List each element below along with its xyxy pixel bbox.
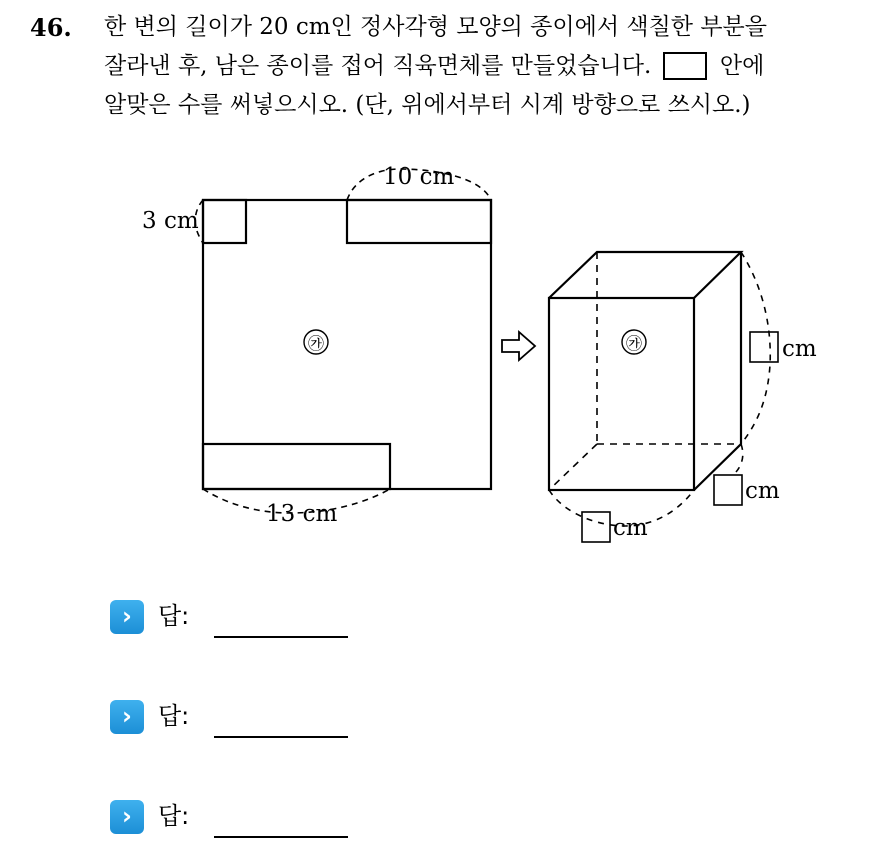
answer-row-3	[110, 800, 370, 840]
cuboid-front-face	[549, 298, 694, 490]
answer-label-2: 답:	[158, 702, 190, 730]
answer-label-1: 답:	[158, 602, 190, 630]
blank-height	[750, 332, 778, 362]
cuboid-top-face	[549, 252, 741, 298]
answer-row-2	[110, 700, 370, 740]
question-line-2-tail: 안에	[719, 53, 765, 79]
face-label-net: ㉮	[307, 334, 325, 353]
chevron-right-icon: ›	[110, 800, 144, 834]
arrow-icon	[502, 332, 535, 360]
chevron-right-icon: ›	[110, 600, 144, 634]
arc-height	[741, 252, 770, 444]
cuboid	[549, 252, 741, 490]
label-left: 3 cm	[142, 208, 199, 234]
label-top: 10 cm	[383, 164, 455, 190]
blank-width	[582, 512, 610, 542]
net-dimension-arcs	[195, 169, 491, 513]
label-width-unit: cm	[613, 515, 648, 541]
label-bottom: 13 cm	[266, 501, 338, 527]
question-number: 46.	[30, 13, 72, 42]
answer-input-2[interactable]	[214, 736, 348, 738]
cuboid-hidden-edges	[549, 252, 741, 490]
face-label-box: ㉮	[625, 334, 643, 353]
cut-top-right	[347, 200, 491, 243]
cuboid-dimension-arcs	[549, 252, 770, 526]
chevron-right-icon: ›	[110, 700, 144, 734]
question-line-3: 알맞은 수를 써넣으시오. (단, 위에서부터 시계 방향으로 쓰시오.)	[104, 92, 751, 118]
question-line-2-text: 잘라낸 후, 남은 종이를 접어 직육면체를 만들었습니다.	[104, 53, 652, 79]
cut-bottom-left	[203, 444, 390, 489]
answer-label-3: 답:	[158, 802, 190, 830]
label-height-unit: cm	[782, 336, 817, 362]
answer-input-1[interactable]	[214, 636, 348, 638]
question-line-1: 한 변의 길이가 20 cm인 정사각형 모양의 종이에서 색칠한 부분을	[104, 14, 767, 40]
answer-input-3[interactable]	[214, 836, 348, 838]
paper-net	[203, 200, 491, 489]
hidden-edge-depth	[549, 444, 597, 490]
cuboid-right-face	[694, 252, 741, 490]
label-depth-unit: cm	[745, 478, 780, 504]
answer-row-1	[110, 600, 370, 640]
blank-depth	[714, 475, 742, 505]
cut-top-left	[203, 200, 246, 243]
